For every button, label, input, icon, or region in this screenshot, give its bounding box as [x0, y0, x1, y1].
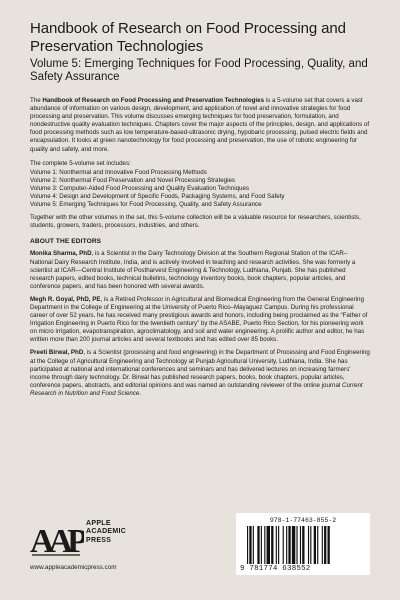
publisher-name-line: ACADEMIC: [86, 528, 127, 536]
editor-name: Preeti Birwal, PhD: [30, 349, 84, 357]
barcode-bars-icon: [247, 526, 359, 564]
editor-name: Monika Sharma, PhD: [30, 250, 92, 258]
publisher-url[interactable]: www.appleacademicpress.com: [30, 564, 117, 571]
volume-item: Volume 5: Emerging Techniques for Food Processing, Quality, and Safety Assurance: [30, 201, 262, 209]
set-intro: The complete 5-volume set includes:: [30, 159, 131, 167]
book-title: Handbook of Research on Food Processing and Preservation Technologies: [30, 20, 346, 55]
publisher-logo: [30, 519, 170, 559]
volume-item: Volume 2: Nonthermal Food Preservation and Novel Processing Strategies: [30, 176, 235, 184]
editor-bio-sharma: [30, 250, 370, 290]
intro-text: is a 5-volume set that covers a vast abundance of information on various design, development, and application of novel and innovative strategies for food processing and preservation. This volume discusses emerging techniques for food preservation, formulation, and nondestructive quality evaluation techniques. Chapters cover the major aspects of the principles, design, and applications of food processing methods such as low temperature-based-ultrasonic drying, hypobaric processing, pulsed electric fields and encapsulation. It looks at green nanotechnology for food processing and preservation, the use of robotic engineering for quality and safety, and more.: [30, 97, 370, 153]
publisher-name-line: APPLE: [86, 520, 111, 527]
editor-bio-text: , is a Scientist (processing and food engineering) in the Department of Processing and Food Engineering at the College of Agricultural Engineering and Technology at Punjab Agricultural University, Ludhiana, India. She has participated at national and international conferences and seminars and has delivered lectures on increasing farmers' income through dairy technology. Dr. Birwal has published research papers, books, book chapters, popular articles, conference papers, abstracts, and editorial opinions and was named an outstanding reviewer of the online journal: [30, 349, 370, 389]
cover-footer: [30, 512, 370, 582]
volume-list: [30, 169, 370, 209]
closing-paragraph: Together with the other volumes in the set, this 5-volume collection will be a valuable resource for researchers, scientists, students, growers, traders, processors, industries, and others.: [30, 214, 361, 230]
intro-book-name: Handbook of Research on Food Processing and Preservation Technologies: [42, 97, 265, 104]
book-subtitle: Volume 5: Emerging Techniques for Food Processing, Quality, and Safety Assurance: [30, 58, 368, 83]
volume-item: Volume 3: Computer-Aided Food Processing and Quality Evaluation Techniques: [30, 184, 249, 192]
editor-bio-birwal: [30, 349, 370, 398]
editor-name: Megh R. Goyal, PhD, PE: [30, 295, 101, 303]
intro-prefix: The: [30, 97, 43, 104]
editor-bio-text: , is a Retired Professor in Agricultural and Biomedical Engineering from the General Engineering Department in the College of Engineering at the University of Puerto Rico–Mayaguez Campus. During his professional career of over 52 years, he has received many prestigious awards and honors, including being proclaimed as the “Father of Irrigation Engineering in Puerto Rico for the twentieth century” by the ASABE, Puerto Rico Section, for his pioneering work on micro irrigation, evapotranspiration, agroclimatology, and soil and water engineering. A prolific author and editor, he has written more than 200 journal articles and several textbooks and has edited over 85 books.: [30, 295, 368, 344]
editors-heading: ABOUT THE EDITORS: [30, 238, 102, 246]
volume-item: Volume 1: Nonthermal and Innovative Food Processing Methods: [30, 168, 207, 176]
editor-bio-text: , is a Scientist in the Dairy Technology Division at the Southern Regional Station of the ICAR–National Dairy Research Institute, India, and is actively involved in teaching and research activities. She was formerly a scientist at ICAR—Central Institute of Postharvest Engineering & Technology, Ludhiana, Punjab. She has published research papers, edited books, technical bulletins, technology inventory books, book chapters, popular articles, and conference papers, and has been honored with several awards.: [30, 250, 356, 290]
barcode-digits: 9 781774 638552: [240, 565, 311, 573]
intro-paragraph: [30, 97, 370, 154]
volume-item: Volume 4: Design and Development of Specific Foods, Packaging Systems, and Food Safety: [30, 193, 285, 201]
isbn-number: 978-1-77463-855-2: [269, 517, 337, 524]
publisher-name-line: PRESS: [86, 536, 112, 544]
aap-logo-icon: [30, 519, 84, 559]
publisher-name: [86, 520, 126, 545]
logo-letters: AAP: [30, 523, 82, 559]
isbn-barcode: [236, 513, 370, 575]
editor-bio-goyal: [30, 296, 370, 345]
bio-end: .: [139, 389, 142, 397]
journal-title: Current Research in Nutrition and Food Science: [30, 381, 363, 397]
